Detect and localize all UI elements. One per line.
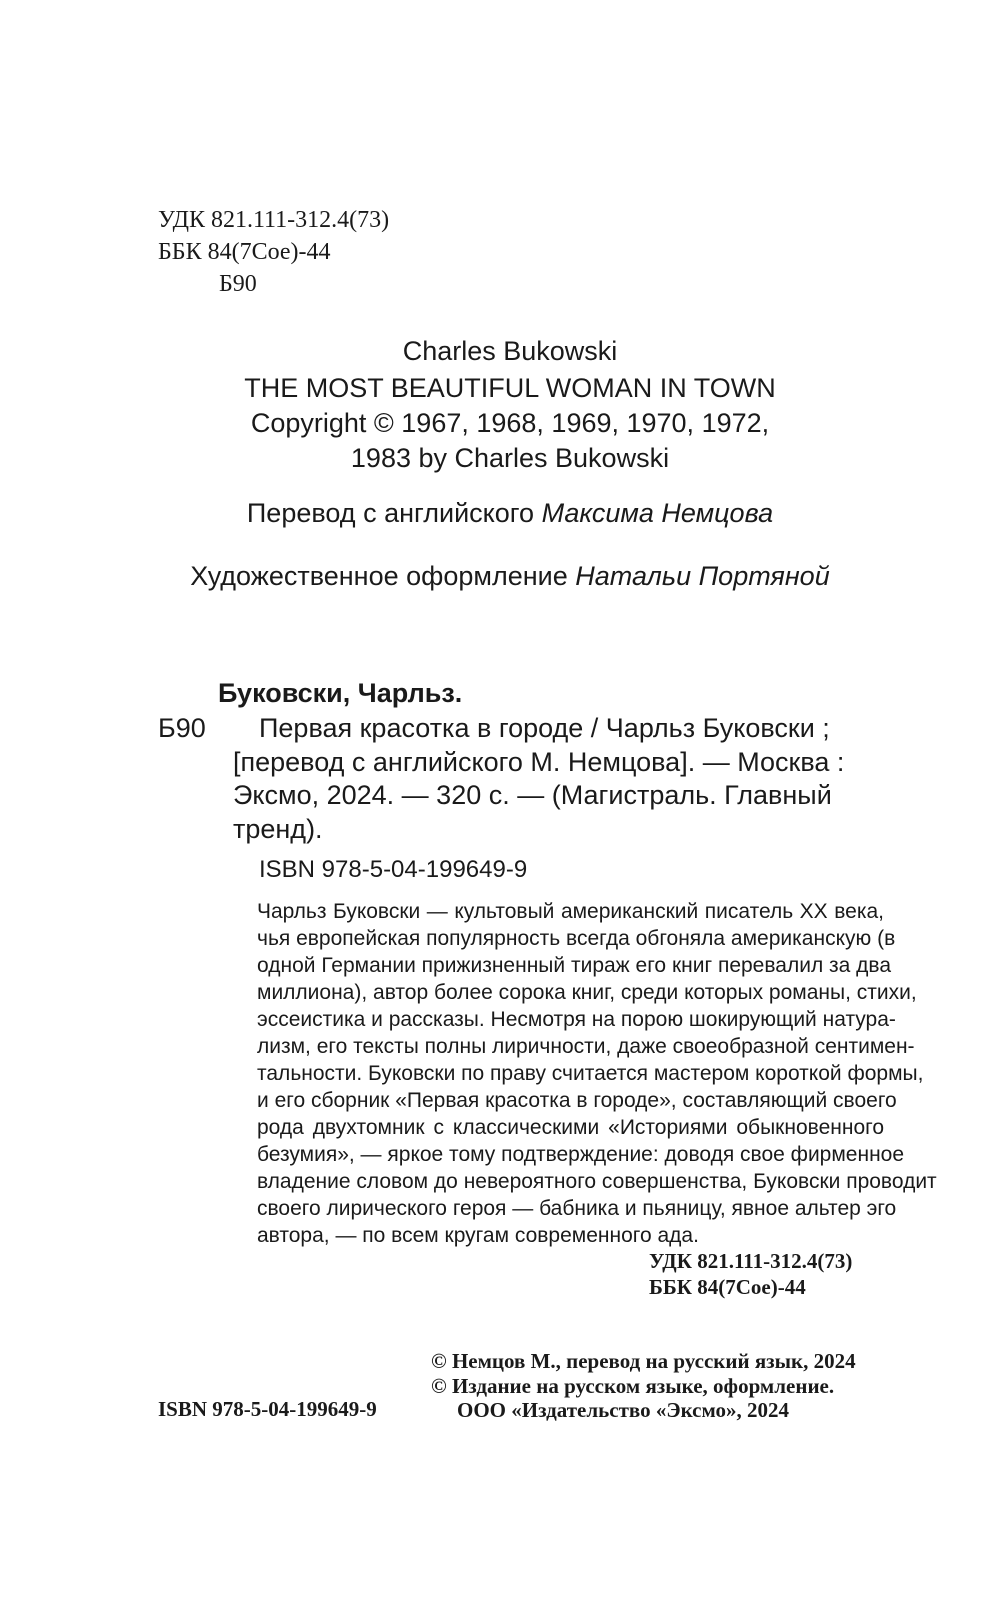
copyright-line-1: Copyright © 1967, 1968, 1969, 1970, 1972, xyxy=(250,408,770,438)
bib-line-1: Первая красотка в городе / Чарльз Буковски ; xyxy=(259,713,830,743)
author-mark: Б90 xyxy=(219,271,257,297)
udk-code: УДК 821.111-312.4(73) xyxy=(158,207,390,233)
annotation-line: тальности. Буковски по праву считается мастером короткой формы, xyxy=(257,1062,924,1085)
footer-isbn: ISBN 978-5-04-199649-9 xyxy=(158,1397,377,1421)
translator-name: Максима Немцова xyxy=(541,498,774,528)
annotation-line: владение словом до невероятного совершенства, Буковски проводит xyxy=(257,1170,937,1193)
bib-isbn: ISBN 978-5-04-199649-9 xyxy=(259,856,528,883)
designer-name: Натальи Портяной xyxy=(575,561,830,591)
annotation-udk: УДК 821.111-312.4(73) xyxy=(649,1249,853,1273)
annotation-line: своего лирического героя — бабника и пьяницу, явное альтер эго xyxy=(257,1197,897,1220)
original-author: Charles Bukowski xyxy=(402,336,618,366)
annotation-line: автора, — по всем кругам современного ада. xyxy=(257,1224,699,1247)
translation-prefix: Перевод с английского xyxy=(246,498,535,528)
copyright-translation: © Немцов М., перевод на русский язык, 2024 xyxy=(431,1349,856,1373)
design-credit xyxy=(0,558,1000,594)
annotation-line: безумия», — яркое тому подтверждение: доводя свое фирменное xyxy=(257,1143,905,1166)
annotation-line: Чарльз Буковски — культовый американский писатель XX века, xyxy=(257,900,884,923)
annotation-bbk: ББК 84(7Сое)-44 xyxy=(649,1275,806,1299)
bbk-code: ББК 84(7Сое)-44 xyxy=(158,239,331,265)
annotation-text xyxy=(257,898,937,1249)
annotation-line: чья европейская популярность всегда обгоняла американскую (в xyxy=(257,927,896,950)
bib-mark: Б90 xyxy=(158,713,206,743)
annotation-line: и его сборник «Первая красотка в городе», составляющий своего xyxy=(257,1089,897,1112)
copyright-edition-line-2: ООО «Издательство «Эксмо», 2024 xyxy=(457,1398,790,1422)
annotation-line: рода двухтомник с классическими «Историями обыкновенного xyxy=(257,1116,884,1139)
annotation-line: эссеистика и рассказы. Несмотря на порою шокирующий натура- xyxy=(257,1008,896,1031)
copyright-line-2: 1983 by Charles Bukowski xyxy=(350,443,670,473)
bib-line-4: тренд). xyxy=(233,814,323,844)
design-prefix: Художественное оформление xyxy=(190,561,568,591)
bib-line-3: Эксмо, 2024. — 320 с. — (Магистраль. Главный xyxy=(233,780,832,810)
annotation-line: одной Германии прижизненный тираж его книг перевалил за два xyxy=(257,954,892,977)
bib-author-heading: Буковски, Чарльз. xyxy=(218,678,463,708)
original-title: THE MOST BEAUTIFUL WOMAN IN TOWN xyxy=(244,373,776,403)
copyright-edition-line-1: © Издание на русском языке, оформление. xyxy=(431,1374,835,1398)
annotation-line: миллиона), автор более сорока книг, среди которых романы, стихи, xyxy=(257,981,917,1004)
translation-credit xyxy=(0,495,1000,531)
annotation-line: лизм, его тексты полны лиричности, даже своеобразной сентимен- xyxy=(257,1035,915,1058)
bib-line-2: [перевод с английского М. Немцова]. — Москва : xyxy=(233,747,845,777)
